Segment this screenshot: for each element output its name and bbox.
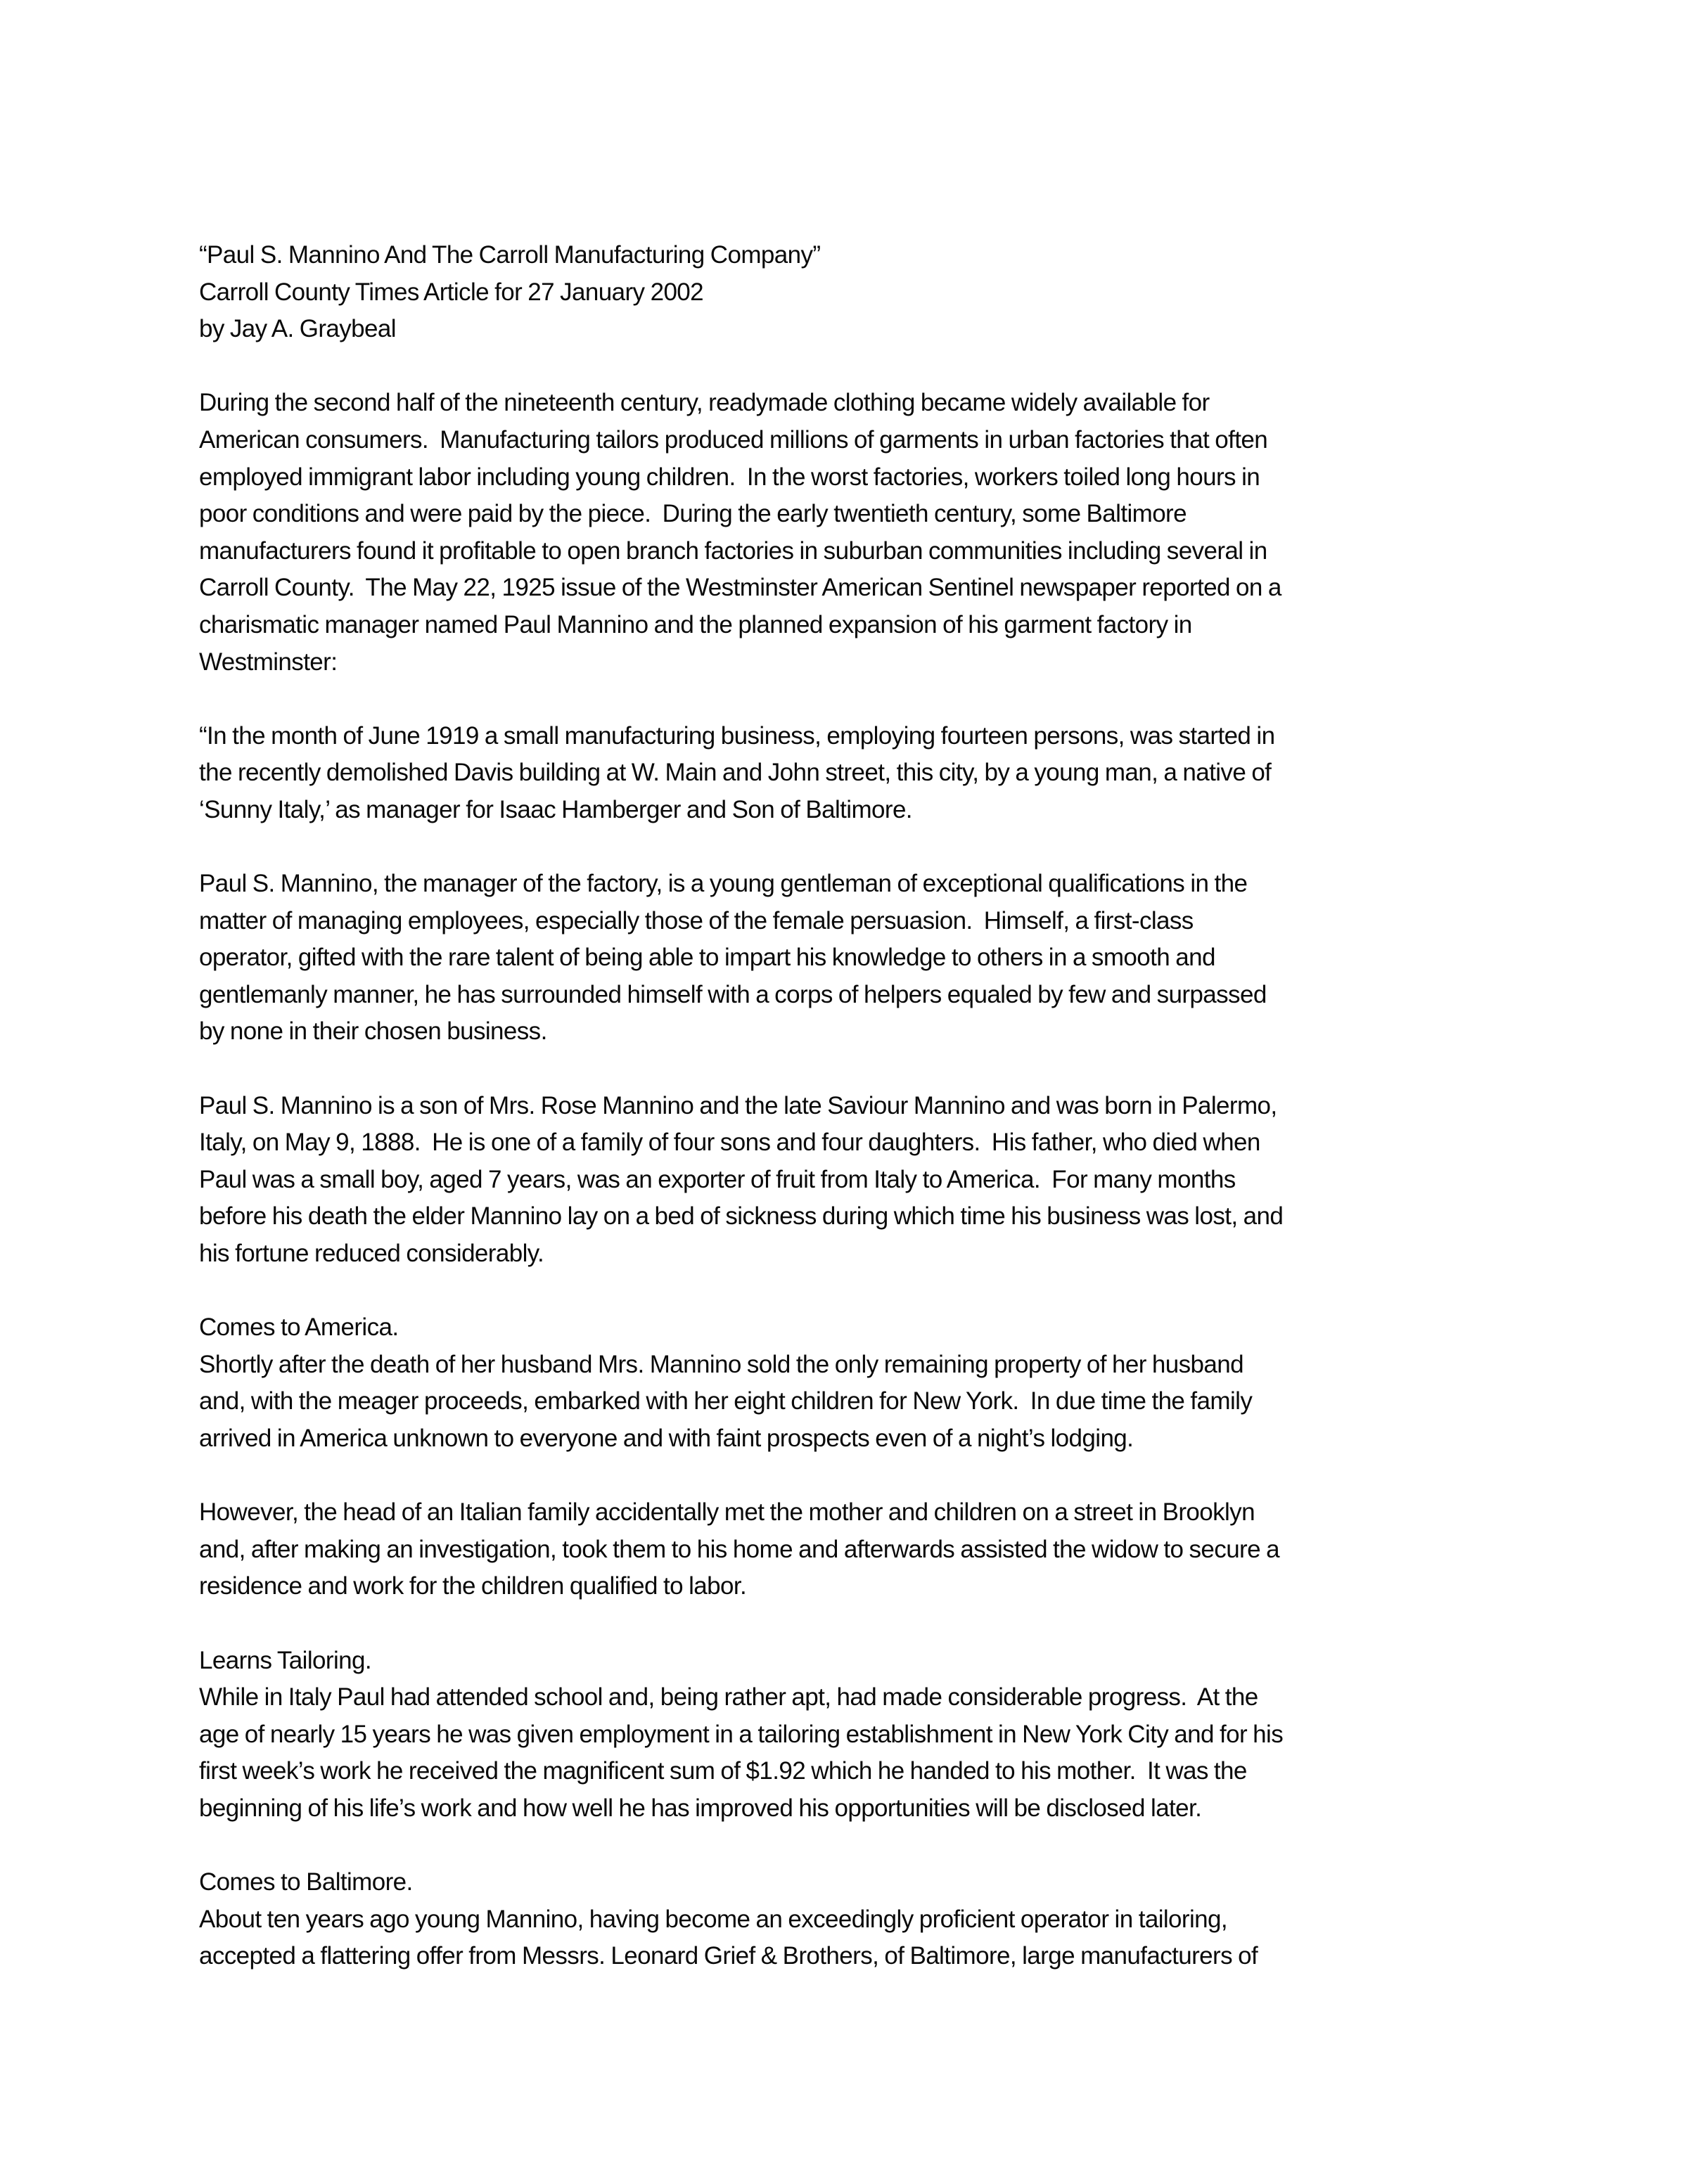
article-body: [199, 237, 1507, 1975]
text-line: Shortly after the death of her husband Mrs. Mannino sold the only remaining property of her husband: [199, 1350, 1243, 1378]
text-line: Paul S. Mannino, the manager of the factory, is a young gentleman of exceptional qualifications in the: [199, 870, 1248, 898]
text-line: Paul S. Mannino is a son of Mrs. Rose Mannino and the late Saviour Mannino and was born in Palermo,: [199, 1091, 1277, 1119]
text-line: Westminster:: [199, 648, 338, 676]
text-line: the recently demolished Davis building at W. Main and John street, this city, by a young man, a native of: [199, 759, 1272, 787]
section-heading: Comes to America.: [199, 1313, 399, 1342]
section-comes-to-america: [199, 1309, 1507, 1457]
paragraph-spacer: [199, 1605, 1507, 1643]
text-line: However, the head of an Italian family accidentally met the mother and children on a street in Brooklyn: [199, 1498, 1255, 1527]
text-line: ‘Sunny Italy,’ as manager for Isaac Hamberger and Son of Baltimore.: [199, 795, 912, 823]
text-line: “In the month of June 1919 a small manufacturing business, employing fourteen persons, was started in: [199, 721, 1275, 750]
text-line: arrived in America unknown to everyone and with faint prospects even of a night’s lodging.: [199, 1425, 1134, 1452]
paragraph-spacer: [199, 1273, 1507, 1310]
paragraph-intro: [199, 385, 1507, 681]
paragraph-spacer: [199, 829, 1507, 866]
text-line: manufacturers found it profitable to open branch factories in suburban communities including several in: [199, 537, 1267, 565]
text-line: first week’s work he received the magnificent sum of $1.92 which he handed to his mother. It was the: [199, 1757, 1247, 1785]
section-heading: Learns Tailoring.: [199, 1646, 371, 1674]
paragraph-spacer: [199, 681, 1507, 718]
text-line: About ten years ago young Mannino, having become an exceedingly proficient operator in tailoring,: [199, 1905, 1227, 1933]
paragraph-spacer: [199, 348, 1507, 385]
paragraph-family-background: [199, 1088, 1507, 1273]
article-header: [199, 237, 1507, 348]
article-title: “Paul S. Mannino And The Carroll Manufacturing Company”: [199, 241, 821, 269]
text-line: age of nearly 15 years he was given employment in a tailoring establishment in New York City and for his: [199, 1720, 1284, 1748]
text-line: poor conditions and were paid by the piece. During the early twentieth century, some Baltimore: [199, 500, 1187, 528]
text-line: and, after making an investigation, took them to his home and afterwards assisted the widow to secure a: [199, 1535, 1279, 1563]
paragraph-quote-opening: [199, 718, 1507, 829]
text-line: beginning of his life’s work and how well he has improved his opportunities will be disclosed later.: [199, 1794, 1202, 1822]
text-line: operator, gifted with the rare talent of being able to impart his knowledge to others in a smooth and: [199, 944, 1215, 972]
paragraph-spacer: [199, 1051, 1507, 1088]
text-line: American consumers. Manufacturing tailors produced millions of garments in urban factories that often: [199, 425, 1268, 454]
text-line: During the second half of the nineteenth century, readymade clothing became widely available for: [199, 389, 1210, 417]
section-comes-to-baltimore: [199, 1864, 1507, 1975]
paragraph-spacer: [199, 1828, 1507, 1865]
text-line: gentlemanly manner, he has surrounded himself with a corps of helpers equaled by few and surpassed: [199, 980, 1267, 1008]
section-learns-tailoring: [199, 1643, 1507, 1828]
paragraph-spacer: [199, 1458, 1507, 1495]
paragraph-manager-description: [199, 866, 1507, 1051]
text-line: Paul was a small boy, aged 7 years, was an exporter of fruit from Italy to America. For many months: [199, 1165, 1236, 1193]
text-line: before his death the elder Mannino lay on a bed of sickness during which time his business was lost, and: [199, 1202, 1284, 1231]
article-publication-line: Carroll County Times Article for 27 January 2002: [199, 278, 704, 306]
text-line: employed immigrant labor including young children. In the worst factories, workers toiled long hours in: [199, 463, 1260, 491]
article-byline: by Jay A. Graybeal: [199, 315, 396, 343]
text-line: While in Italy Paul had attended school and, being rather apt, had made considerable progress. At the: [199, 1683, 1258, 1711]
text-line: residence and work for the children qualified to labor.: [199, 1572, 747, 1600]
text-line: his fortune reduced considerably.: [199, 1240, 544, 1268]
text-line: Carroll County. The May 22, 1925 issue of the Westminster American Sentinel newspaper reported on a: [199, 574, 1281, 602]
text-line: and, with the meager proceeds, embarked with her eight children for New York. In due time the family: [199, 1387, 1253, 1415]
text-line: charismatic manager named Paul Mannino and the planned expansion of his garment factory in: [199, 610, 1192, 638]
text-line: Italy, on May 9, 1888. He is one of a family of four sons and four daughters. His father, who died when: [199, 1129, 1260, 1157]
text-line: matter of managing employees, especially those of the female persuasion. Himself, a first-class: [199, 906, 1194, 934]
paragraph-brooklyn: [199, 1494, 1507, 1605]
text-line: accepted a flattering offer from Messrs. Leonard Grief & Brothers, of Baltimore, large manufacturers of: [199, 1942, 1258, 1970]
section-heading: Comes to Baltimore.: [199, 1868, 413, 1896]
text-line: by none in their chosen business.: [199, 1017, 547, 1046]
